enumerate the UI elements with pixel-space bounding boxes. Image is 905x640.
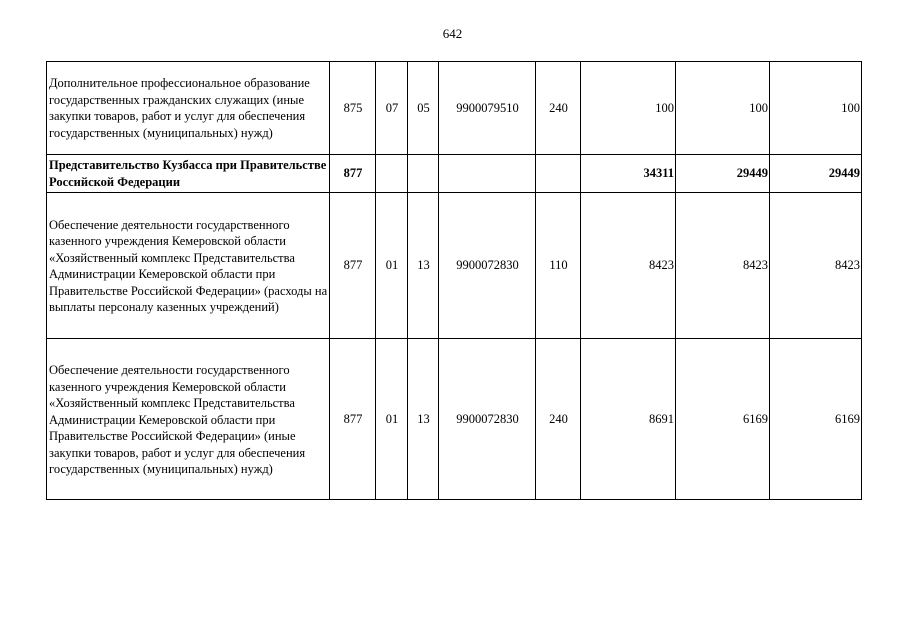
expense-type-cell: 240 xyxy=(536,339,581,500)
amount-year2-cell: 8423 xyxy=(676,193,770,339)
amount-year3-cell: 8423 xyxy=(770,193,862,339)
amount-year3-cell: 6169 xyxy=(770,339,862,500)
table-row xyxy=(47,193,862,339)
target-article-cell: 9900072830 xyxy=(439,339,536,500)
table-row xyxy=(47,62,862,155)
amount-year3-cell: 29449 xyxy=(770,155,862,193)
row-name-cell: Представительство Кузбасса при Правительстве Российской Федерации xyxy=(47,155,330,193)
amount-year1-cell: 34311 xyxy=(581,155,676,193)
ministry-code-cell: 875 xyxy=(330,62,376,155)
target-article-cell: 9900079510 xyxy=(439,62,536,155)
amount-year1-cell: 8423 xyxy=(581,193,676,339)
page-number: 642 xyxy=(442,26,463,41)
ministry-code-cell: 877 xyxy=(330,339,376,500)
ministry-code-cell: 877 xyxy=(330,155,376,193)
amount-year2-cell: 29449 xyxy=(676,155,770,193)
subsection-code-cell: 13 xyxy=(408,339,439,500)
section-code-cell: 07 xyxy=(376,62,408,155)
expense-type-cell: 240 xyxy=(536,62,581,155)
section-code-cell xyxy=(376,155,408,193)
table-row xyxy=(47,155,862,193)
target-article-cell: 9900072830 xyxy=(439,193,536,339)
target-article-cell xyxy=(439,155,536,193)
budget-table xyxy=(46,61,862,500)
amount-year1-cell: 8691 xyxy=(581,339,676,500)
row-name-cell: Обеспечение деятельности государственного казенного учреждения Кемеровской области «Хозяйственный комплекс Представительства Администрации Кемеровской области при Правительстве Российской Федерации» (иные закупки товаров, работ и услуг для обеспечения государственных (муниципальных) нужд) xyxy=(47,339,330,500)
ministry-code-cell: 877 xyxy=(330,193,376,339)
subsection-code-cell xyxy=(408,155,439,193)
row-name-cell: Дополнительное профессиональное образование государственных гражданских служащих (иные закупки товаров, работ и услуг для обеспечения государственных (муниципальных) нужд) xyxy=(47,62,330,155)
expense-type-cell xyxy=(536,155,581,193)
row-name-cell: Обеспечение деятельности государственного казенного учреждения Кемеровской области «Хозяйственный комплекс Представительства Администрации Кемеровской области при Правительстве Российской Федерации» (расходы на выплаты персоналу казенных учреждений) xyxy=(47,193,330,339)
table-row xyxy=(47,339,862,500)
amount-year2-cell: 6169 xyxy=(676,339,770,500)
section-code-cell: 01 xyxy=(376,339,408,500)
subsection-code-cell: 13 xyxy=(408,193,439,339)
section-code-cell: 01 xyxy=(376,193,408,339)
amount-year2-cell: 100 xyxy=(676,62,770,155)
amount-year1-cell: 100 xyxy=(581,62,676,155)
expense-type-cell: 110 xyxy=(536,193,581,339)
subsection-code-cell: 05 xyxy=(408,62,439,155)
amount-year3-cell: 100 xyxy=(770,62,862,155)
